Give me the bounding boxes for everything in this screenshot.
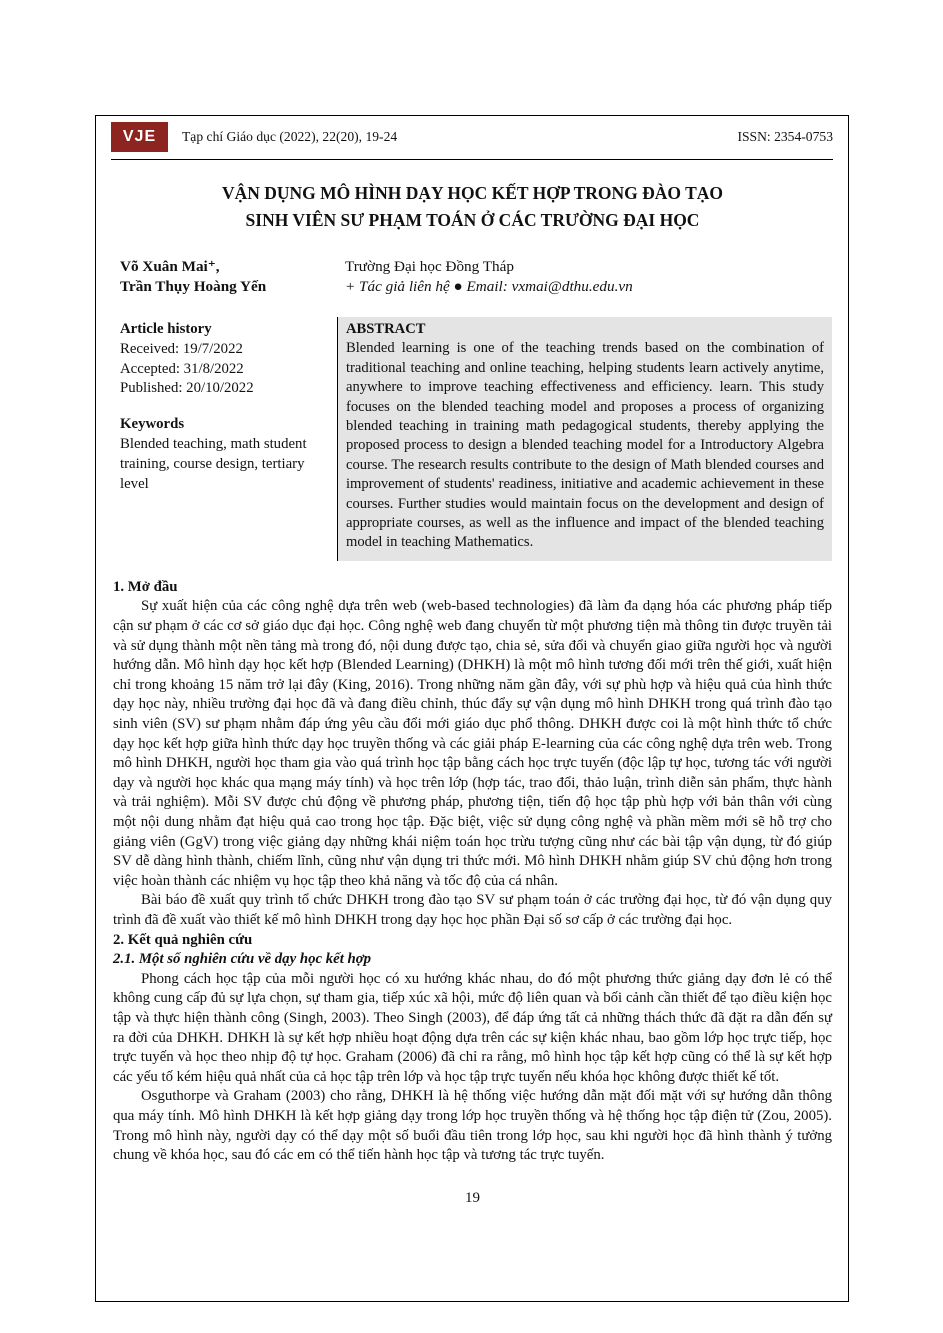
published-date: Published: 20/10/2022 [120,380,254,397]
journal-citation: Tạp chí Giáo dục (2022), 22(20), 19-24 [182,129,398,144]
author-name-2: Trần Thụy Hoàng Yến [120,278,267,295]
author-name-1: Võ Xuân Mai⁺, [120,258,220,275]
paragraph-intro-1: Sự xuất hiện của các công nghệ dựa trên web (web-based technologies) đã làm đa dạng hóa các phương pháp tiếp cận sư phạm ở các cơ sở giáo dục đại học. Công nghệ web đang chuyển từ một phương tiện mà thông tin được truyền tải và sử dụng thành một nền tảng mà trong đó, nội dung được tạo, chia sẻ, sửa đổi và chuyển giao giữa người học và người hướng dẫn. Mô hình dạy học kết hợp (Blended Learning) (DHKH) là một mô hình tương đối mới trên thế giới, xuất hiện chỉ trong khoảng 15 năm trở lại đây (King, 2016). Trong những năm gần đây, với sự phù hợp và hiệu quả của hình thức dạy học này, nhiều trường đại học đã và đang điều chỉnh, thúc đẩy sự vận dụng mô hình DHKH trong quá trình đào tạo sinh viên (SV) sư phạm nhằm đáp ứng yêu cầu đổi mới giáo dục phổ thông. DHKH được coi là một hình thức tổ chức dạy học kết hợp giữa hình thức dạy học truyền thống và các giải pháp E-learning của các công nghệ dựa trên web. Trong mô hình DHKH, người học tham gia vào quá trình học tập bằng cách học trực tuyến (độc lập tự học, tương tác với người dạy và người học khác qua mạng máy tính) và học trên lớp (hợp tác, trao đổi, thảo luận, trình diễn sản phẩm, thực hành và trải nghiệm). Mỗi SV được chủ động về phương pháp, phương tiện, tiến độ học tập phù hợp với bản thân với cùng một nội dung nhằm đạt hiệu quả cao trong học tập. Đặc biệt, việc sử dụng công nghệ và phần mềm mới sẽ hỗ trợ cho giảng viên (GgV) trong việc giảng dạy những khái niệm toán học trừu tượng cũng như các bài tập vận dụng, từ đó giúp SV dễ dàng hình thành, chiếm lĩnh, cũng như vận dụng tri thức mới. Mô hình DHKH nhằm giúp SV chủ động hơn trong việc hoàn thành các nhiệm vụ học tập theo khả năng và tốc độ của cá nhân. [113,598,832,889]
paragraph-results-2: Osguthorpe và Graham (2003) cho rằng, DHKH là hệ thống việc hướng dẫn mặt đối mặt với sự hướng dẫn thông qua máy tính. Mô hình DHKH là kết hợp giảng dạy trong lớp học truyền thống và hệ thống học tập điện tử (Zou, 2005). Trong mô hình này, người dạy có thể dạy một số buổi đầu tiên trong lớp học, sau khi người học đã hình thành ý tưởng chung về khóa học, sau đó các em có thể tiến hành học tập và tương tác trực tuyến. [113,1088,832,1164]
section-2-heading: 2. Kết quả nghiên cứu [113,931,253,948]
keywords-heading: Keywords [120,416,185,433]
article-body [113,578,832,1166]
section-1-heading: 1. Mở đầu [113,578,178,595]
journal-header [111,116,833,160]
meta-abstract-block [113,317,832,561]
page-number: 19 [465,1189,480,1206]
journal-logo: VJE [111,122,168,152]
section-2-1-heading: 2.1. Một số nghiên cứu về dạy học kết hợp [113,951,372,968]
article-history-column [113,317,337,561]
abstract-heading: ABSTRACT [346,321,426,337]
article-title-line1: VẬN DỤNG MÔ HÌNH DẠY HỌC KẾT HỢP TRONG ĐÀO TẠO [221,183,724,203]
abstract-text: Blended learning is one of the teaching trends based on the combination of traditional teaching and online teaching, helping students learn actively anytime, anywhere to improve teaching effectiveness and efficiency. learn. This study focuses on the blended teaching model and proposes a process of organizing blended teaching in training math pedagogical students, thereby applying the proposed process to design a blended teaching model for a Introductory Algebra course. The research results contribute to the design of Math blended courses and improvement of students' readiness, initiative and academic achievement in these courses. Further studies would maintain focus on the development and design of appropriate courses, as well as the influence and impact of the blended teaching model in teaching Mathematics. [346,340,824,551]
keywords-list: Blended teaching, math student training, course design, tertiary level [120,435,307,492]
paragraph-results-1: Phong cách học tập của mỗi người học có xu hướng khác nhau, do đó một phương thức giảng dạy đơn lẻ có thể không cung cấp đủ sự lựa chọn, sự tham gia, tiếp xúc xã hội, mức độ liên quan và bối cảnh cần thiết để tạo điều kiện học tập và thực hiện thành công (Singh, 2003). Theo Singh (2003), để đáp ứng tất cả những thách thức đã đặt ra dẫn đến sự ra đời của DHKH. DHKH là sự kết hợp nhiều hoạt động dựa trên các sự kiện khác nhau, bao gồm lớp học trực tiếp, học trực tuyến và học theo nhịp độ tự học. Graham (2006) đã chỉ ra rằng, mô hình học tập kết hợp cũng có thể là sự kết hợp các yếu tố kém hiệu quả nhất của cả học tập trên lớp và học tập trực tuyến nếu khóa học không được thiết kế tốt. [113,970,832,1085]
page-frame [95,115,849,1302]
page-content [96,180,848,1207]
corresponding-author-line: + Tác giả liên hệ ● Email: vxmai@dthu.edu.vn [345,278,633,295]
article-title [113,180,832,233]
received-date: Received: 19/7/2022 [120,340,243,357]
author-affiliation-block [345,257,832,297]
issn-label: ISSN: 2354-0753 [737,129,833,144]
paragraph-intro-2: Bài báo đề xuất quy trình tổ chức DHKH trong đào tạo SV sư phạm toán ở các trường đại học, từ đó vận dụng quy trình đã đề xuất vào thiết kế mô hình DHKH trong dạy học học phần Đại số sơ cấp ở các trường đại học. [113,892,832,928]
article-history-heading: Article history [120,321,212,337]
affiliation: Trường Đại học Đồng Tháp [345,258,514,275]
accepted-date: Accepted: 31/8/2022 [120,360,244,377]
article-title-line2: SINH VIÊN SƯ PHẠM TOÁN Ở CÁC TRƯỜNG ĐẠI HỌC [245,209,700,230]
author-names [120,257,345,297]
authors-block [113,257,832,297]
abstract-box [337,317,832,561]
